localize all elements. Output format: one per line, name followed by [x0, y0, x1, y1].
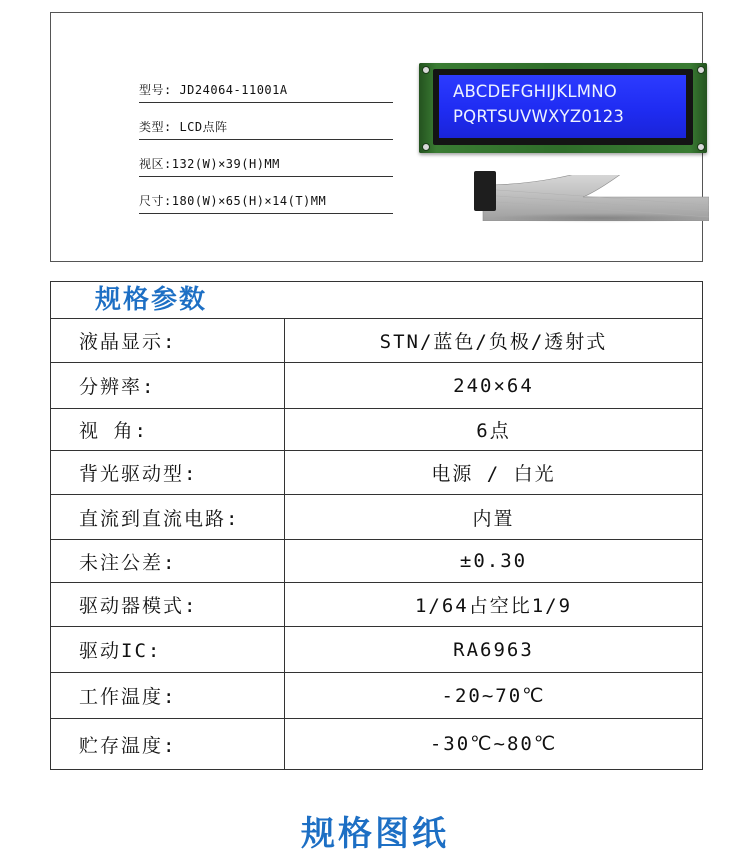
- spec-row: [51, 409, 702, 451]
- mount-hole-icon: [697, 66, 705, 74]
- pcb-board: [419, 63, 707, 153]
- spec-row: [51, 719, 702, 769]
- spec-value: -20~70℃: [441, 684, 546, 707]
- product-card: [50, 12, 703, 262]
- spec-value: 电源 / 白光: [431, 463, 556, 485]
- spec-row: [51, 540, 702, 583]
- spec-value: -30℃~80℃: [429, 733, 558, 755]
- spec-value: ±0.30: [459, 550, 528, 572]
- lcd-screen: [439, 75, 686, 138]
- spec-table: [50, 281, 703, 770]
- spec-model: 型号: JD24064-11001A: [139, 78, 393, 103]
- spec-label: 贮存温度:: [51, 719, 285, 769]
- spec-label: 液晶显示:: [51, 319, 285, 362]
- spec-value: 1/64占空比1/9: [414, 595, 573, 617]
- spec-label: 直流到直流电路:: [51, 495, 285, 539]
- drawing-heading: 规格图纸: [301, 814, 449, 854]
- spec-label: 驱动IC:: [51, 627, 285, 672]
- spec-value: 6点: [476, 420, 511, 442]
- spec-label: 视 角:: [51, 409, 285, 450]
- spec-label: 驱动器模式:: [51, 583, 285, 626]
- mount-hole-icon: [422, 143, 430, 151]
- spec-row: [51, 627, 702, 673]
- cable-connector: [474, 171, 496, 211]
- spec-row: [51, 363, 702, 409]
- lcd-module-image: [419, 63, 709, 228]
- spec-type: 类型: LCD点阵: [139, 115, 393, 140]
- spec-row: [51, 451, 702, 495]
- spec-label: 背光驱动型:: [51, 451, 285, 494]
- mount-hole-icon: [422, 66, 430, 74]
- spec-value: 内置: [472, 507, 515, 530]
- spec-view-area: 视区:132(W)×39(H)MM: [139, 152, 393, 177]
- spec-table-title: 规格参数: [95, 285, 208, 315]
- spec-row: [51, 495, 702, 540]
- spec-label: 未注公差:: [51, 540, 285, 582]
- spec-row: [51, 583, 702, 627]
- spec-row: [51, 673, 702, 719]
- spec-label: 工作温度:: [51, 673, 285, 718]
- screen-line-1: ABCDEFGHIJKLMNO: [453, 82, 617, 101]
- spec-dimensions: 尺寸:180(W)×65(H)×14(T)MM: [139, 189, 393, 214]
- spec-value: STN/蓝色/负极/透射式: [379, 331, 608, 353]
- spec-value: RA6963: [453, 638, 534, 661]
- spec-label: 分辨率:: [51, 363, 285, 408]
- mount-hole-icon: [697, 143, 705, 151]
- spec-value: 240×64: [453, 374, 534, 397]
- spec-row: [51, 319, 702, 363]
- screen-line-2: PQRTSUVWXYZ0123: [453, 107, 625, 126]
